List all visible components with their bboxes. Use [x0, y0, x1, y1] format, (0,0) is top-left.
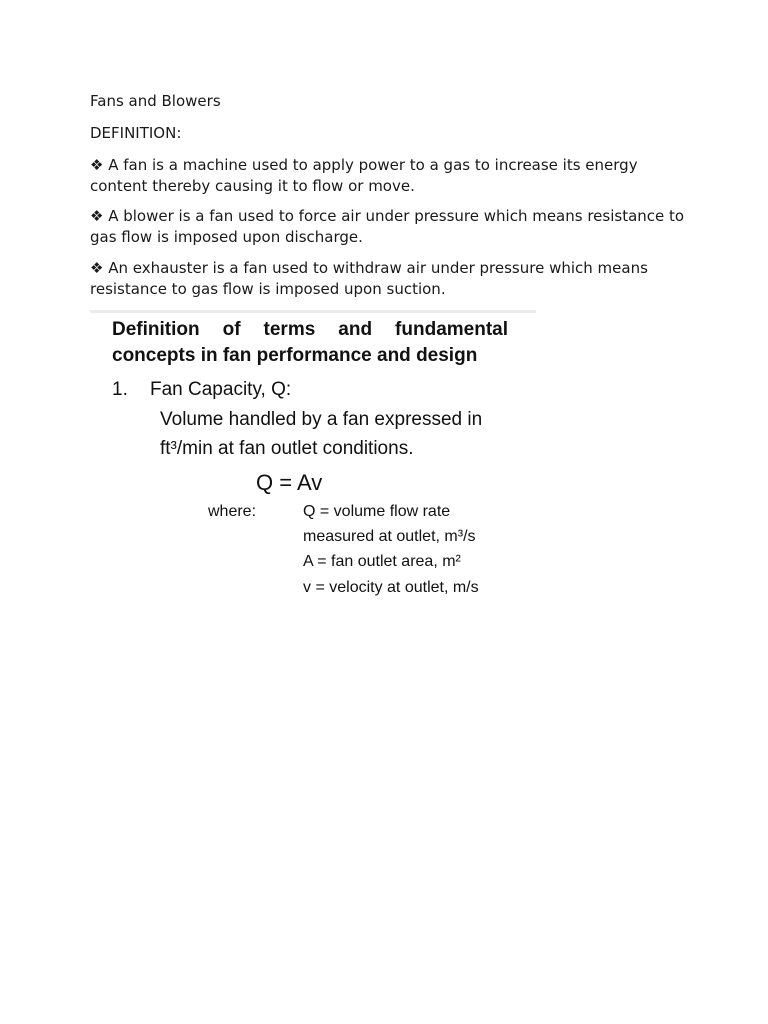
slide-heading-line-2: concepts in fan performance and design [112, 345, 478, 366]
slide-heading-line-1: Definition of terms and fundamental [112, 319, 508, 340]
embedded-slide-image [90, 310, 536, 613]
slide-description-line-1: Volume handled by a fan expressed in [160, 409, 483, 430]
slide-where-label: where: [208, 503, 257, 520]
slide-variable-line: Q = volume flow rate [303, 503, 451, 520]
slide-variable-line: A = fan outlet area, m² [303, 553, 461, 570]
definition-bullet-blower: ❖ A blower is a fan used to force air under pressure which means resistance to gas flow is imposed upon discharge. [90, 207, 685, 246]
slide-variable-line: measured at outlet, m³/s [303, 528, 476, 545]
slide-item-number: 1. [112, 379, 128, 400]
slide-item-title: Fan Capacity, Q: [150, 379, 292, 400]
definition-heading: DEFINITION: [90, 124, 182, 142]
definition-bullet-fan: ❖ A fan is a machine used to apply power to a gas to increase its energy content thereby causing it to flow or move. [90, 156, 638, 195]
document-title: Fans and Blowers [90, 92, 221, 110]
slide-description-line-2: ft³/min at fan outlet conditions. [160, 438, 414, 459]
slide-variable-line: v = velocity at outlet, m/s [303, 579, 479, 596]
definition-bullet-exhauster: ❖ An exhauster is a fan used to withdraw air under pressure which means resistance to gas flow is imposed upon suction. [90, 259, 648, 298]
slide-formula: Q = Av [256, 470, 323, 495]
